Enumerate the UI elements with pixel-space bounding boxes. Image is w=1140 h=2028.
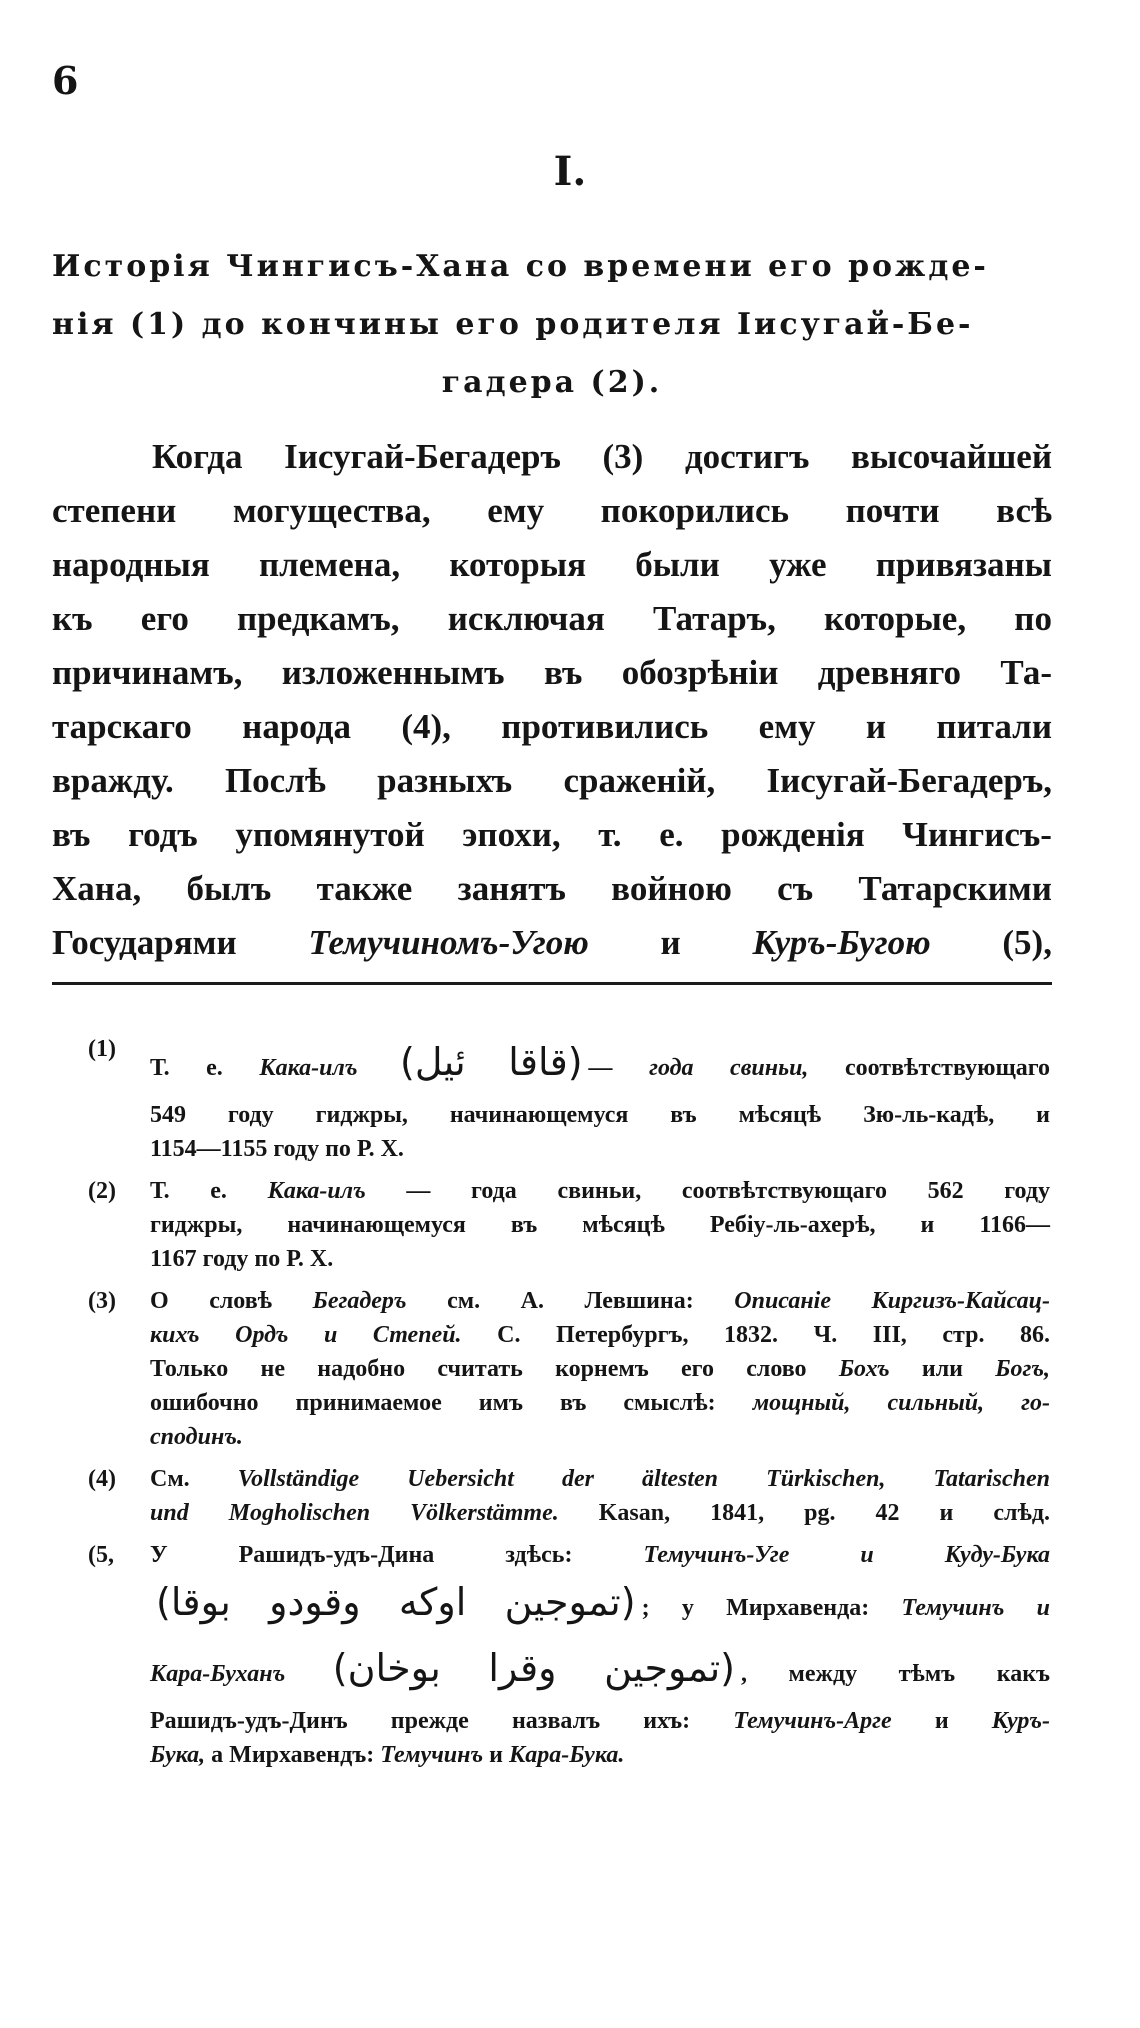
term-italic: Куръ- xyxy=(991,1708,1051,1734)
word: всѣ xyxy=(996,491,1052,530)
footnote-marker: (3) xyxy=(88,1288,116,1314)
term-italic: Кака-илъ xyxy=(267,1178,366,1204)
footnote-line: 1167 году по Р. Х. xyxy=(150,1246,334,1272)
word: упомянутой xyxy=(235,815,425,854)
text: См. xyxy=(150,1466,190,1492)
word: покорились xyxy=(600,491,790,530)
book-title-italic: Vollständige Uebersicht der ältesten Türkischen, Tatarischen xyxy=(237,1466,1051,1492)
section-numeral: I. xyxy=(553,148,587,195)
text: ошибочно принимаемое имъ въ смыслѣ: xyxy=(150,1390,716,1416)
text: и xyxy=(489,1742,503,1768)
book-title-italic: Описаніе Киргизъ-Кайсац- xyxy=(734,1288,1051,1314)
word: къ xyxy=(52,599,93,638)
body-line xyxy=(52,916,1052,970)
page-number: 6 xyxy=(52,58,79,103)
footnote-marker: (1) xyxy=(88,1036,116,1062)
term-italic: Богъ, xyxy=(995,1356,1051,1382)
word: достигъ xyxy=(684,437,810,476)
text: О словѣ xyxy=(150,1288,273,1314)
footnote-line xyxy=(150,1462,1050,1496)
footnote-marker: (2) xyxy=(88,1178,116,1204)
name-italic: Темучиномъ-Угою xyxy=(308,923,589,962)
term-italic: Темучинъ и xyxy=(901,1595,1051,1621)
word: и xyxy=(660,923,681,962)
book-title-italic: кихъ Ордъ и Степей. xyxy=(150,1322,462,1348)
term-italic: Бегадеръ xyxy=(312,1288,407,1314)
footnote-4 xyxy=(88,1462,1050,1530)
word: народа xyxy=(242,707,351,746)
text: а Мирхавендъ: xyxy=(211,1742,375,1768)
footnote-line xyxy=(150,1318,1050,1352)
word: которыя xyxy=(449,545,587,584)
text: соотвѣтствующаго xyxy=(844,1055,1051,1081)
term-italic: Темучинъ-Уге и Куду-Бука xyxy=(643,1542,1051,1568)
word: Послѣ xyxy=(224,761,326,800)
title-line-2: нія (1) до кончины его родителя Іисугай-Бе- xyxy=(52,307,974,342)
footnote-line xyxy=(150,1496,1050,1530)
footnote-separator xyxy=(52,982,1052,985)
word: предкамъ, xyxy=(237,599,400,638)
word: народныя xyxy=(52,545,210,584)
text: С. Петербургъ, 1832. Ч. III, стр. 86. xyxy=(497,1322,1051,1348)
title-line-3: гадера (2). xyxy=(441,365,663,400)
term-italic: Бука, xyxy=(150,1742,206,1768)
word: могущества, xyxy=(232,491,431,530)
arabic-script: (تموجين وقرا بوخان) xyxy=(332,1646,735,1690)
term-italic: сподинъ. xyxy=(150,1424,243,1450)
word: и xyxy=(865,707,887,746)
footnote-line xyxy=(150,1538,1050,1572)
word: степени xyxy=(52,491,177,530)
chapter-title xyxy=(52,238,1052,412)
footnote-line xyxy=(150,1738,1050,1772)
word: причинамъ, xyxy=(52,653,243,692)
text: , между тѣмъ какъ xyxy=(740,1661,1051,1687)
word: занятъ xyxy=(457,869,566,908)
body-paragraph xyxy=(52,430,1052,970)
word: (3) xyxy=(602,437,644,476)
word: ему xyxy=(487,491,545,530)
word: Когда xyxy=(152,437,243,476)
arabic-script: (تموجين اوكه وقودو بوقا) xyxy=(156,1580,636,1624)
book-title-italic: und Mogholischen Völkerstämme. xyxy=(150,1500,559,1526)
term-italic: мощный, сильный, го- xyxy=(752,1390,1051,1416)
word: Татаръ, xyxy=(653,599,776,638)
footnotes xyxy=(88,1032,1050,1780)
footnote-line xyxy=(150,1638,1050,1704)
footnote-1 xyxy=(88,1032,1050,1166)
word: Іисугай-Бегадеръ, xyxy=(766,761,1052,800)
word: Хана, xyxy=(52,869,142,908)
footnote-line: 1154—1155 году по Р. Х. xyxy=(150,1136,404,1162)
footnote-line xyxy=(150,1352,1050,1386)
word: войною xyxy=(611,869,732,908)
word: Государями xyxy=(52,923,237,962)
name-italic: Куръ-Бугою xyxy=(752,923,931,962)
footnote-5 xyxy=(88,1538,1050,1772)
term-italic: — года свиньи, xyxy=(588,1055,809,1081)
text: Kasan, 1841, pg. 42 и слѣд. xyxy=(598,1500,1050,1526)
text: — года свиньи, соотвѣтствующаго 562 году xyxy=(406,1178,1051,1204)
footnote-3 xyxy=(88,1284,1050,1454)
term-italic: Кара-Буханъ xyxy=(150,1661,286,1687)
word: (4), xyxy=(401,707,451,746)
body-line xyxy=(52,646,1052,700)
word: почти xyxy=(845,491,940,530)
word: былъ xyxy=(186,869,272,908)
body-line xyxy=(52,484,1052,538)
word: были xyxy=(635,545,720,584)
text: и xyxy=(934,1708,949,1734)
word: питали xyxy=(936,707,1052,746)
word: Іисугай-Бегадеръ xyxy=(284,437,561,476)
body-line xyxy=(52,700,1052,754)
word: въ xyxy=(52,815,91,854)
text: Рашидъ-удъ-Динъ прежде назвалъ ихъ: xyxy=(150,1708,691,1734)
footnote-line xyxy=(150,1174,1050,1208)
word: ему xyxy=(758,707,816,746)
arabic-script: (قاقا ئيل) xyxy=(400,1040,583,1084)
term-italic: Кака-илъ xyxy=(259,1055,358,1081)
word: его xyxy=(140,599,189,638)
title-line-1: Исторія Чингисъ-Хана со времени его рожде- xyxy=(52,249,989,284)
footnote-line xyxy=(150,1572,1050,1638)
word: также xyxy=(316,869,413,908)
term-italic: Темучинъ xyxy=(380,1742,484,1768)
word: годъ xyxy=(128,815,198,854)
body-line xyxy=(52,754,1052,808)
footnote-line: гиджры, начинающемуся въ мѣсяцѣ Ребіу-ль-ахерѣ, и 1166— xyxy=(150,1212,1050,1238)
text: Только не надобно считать корнемъ его слово xyxy=(150,1356,807,1382)
footnote-line: 549 году гиджры, начинающемуся въ мѣсяцѣ Зю-ль-кадѣ, и xyxy=(150,1102,1050,1128)
word: которые, xyxy=(824,599,967,638)
footnote-line xyxy=(150,1284,1050,1318)
word: т. xyxy=(598,815,622,854)
text: или xyxy=(921,1356,964,1382)
term-italic: Бохъ xyxy=(838,1356,890,1382)
word: тарскаго xyxy=(52,707,192,746)
word: Татарскими xyxy=(858,869,1052,908)
body-line xyxy=(52,430,1052,484)
word: по xyxy=(1014,599,1052,638)
word: съ xyxy=(777,869,814,908)
footnote-line xyxy=(150,1704,1050,1738)
word: сраженій, xyxy=(563,761,716,800)
word: привязаны xyxy=(875,545,1052,584)
footnote-2 xyxy=(88,1174,1050,1276)
word: древняго xyxy=(817,653,961,692)
footnote-line xyxy=(150,1386,1050,1420)
body-line xyxy=(52,592,1052,646)
text: см. А. Левшина: xyxy=(447,1288,694,1314)
text: У Рашидъ-удъ-Дина здѣсь: xyxy=(150,1542,573,1568)
footnote-marker: (5, xyxy=(88,1542,114,1568)
term-italic: Кара-Бука. xyxy=(508,1742,625,1768)
word: вражду. xyxy=(52,761,174,800)
footnote-marker: (4) xyxy=(88,1466,116,1492)
word: высочайшей xyxy=(850,437,1052,476)
text: Т. е. xyxy=(150,1178,227,1204)
word: изложеннымъ xyxy=(281,653,505,692)
word: обозрѣніи xyxy=(621,653,779,692)
word: Чингисъ- xyxy=(902,815,1052,854)
word: племена, xyxy=(258,545,401,584)
word: эпохи, xyxy=(462,815,561,854)
footnote-ref: (5), xyxy=(1002,923,1052,962)
word: рожденія xyxy=(721,815,865,854)
footnote-line xyxy=(150,1420,1050,1454)
word: е. xyxy=(659,815,684,854)
word: въ xyxy=(543,653,583,692)
word: разныхъ xyxy=(377,761,513,800)
word: противились xyxy=(501,707,709,746)
text: Т. е. xyxy=(150,1055,223,1081)
word: исключая xyxy=(447,599,605,638)
term-italic: Темучинъ-Арге xyxy=(733,1708,892,1734)
word: уже xyxy=(769,545,827,584)
footnote-line xyxy=(150,1032,1050,1098)
body-line xyxy=(52,538,1052,592)
body-line xyxy=(52,862,1052,916)
text: ; у Мирхавенда: xyxy=(641,1595,870,1621)
word: Та- xyxy=(1000,653,1052,692)
body-line xyxy=(52,808,1052,862)
